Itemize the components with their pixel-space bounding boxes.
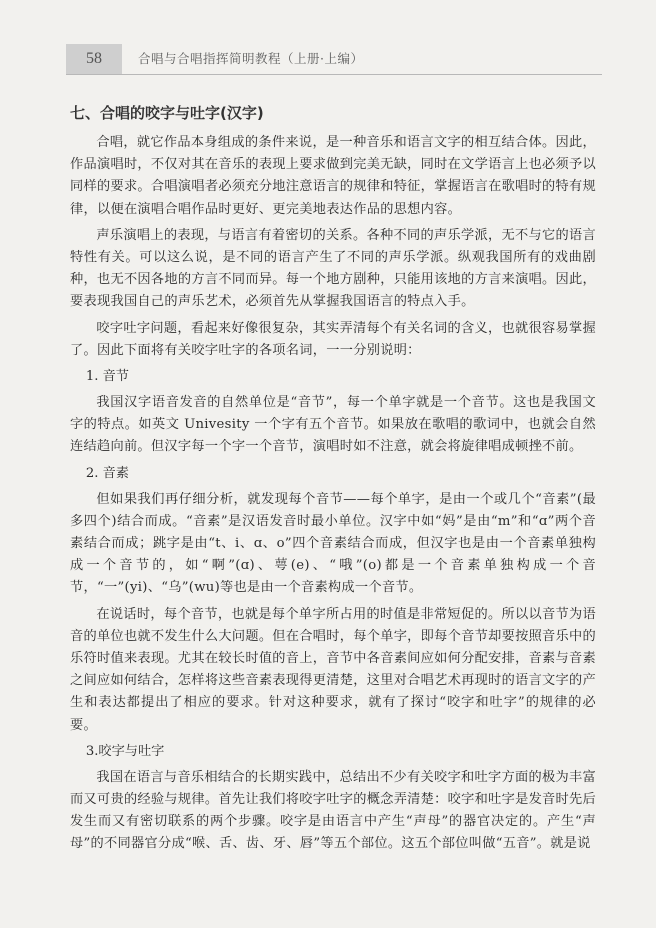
page-content	[70, 102, 596, 860]
paragraph: 咬字吐字问题，看起来好像很复杂，其实弄清每个有关名词的含义，也就很容易掌握了。因此下面将有关咬字吐字的各项名词，一一分别说明：	[70, 320, 596, 358]
paragraph: 我国汉字语音发音的自然单位是“音节”，每一个单字就是一个音节。这也是我国文字的特点。如英文 Univesity 一个字有五个音节。如果放在歌唱的歌词中，也就会自然连结趋向前。但汉字每一个字一个音节，演唱时如不注意，就会将旋律唱成顿挫不前。	[70, 395, 596, 455]
subsection-title: 2. 音素	[85, 465, 129, 481]
paragraph: 我国在语言与音乐相结合的长期实践中，总结出不少有关咬字和吐字方面的极为丰富而又可贵的经验与规律。首先让我们将咬字吐字的概念弄清楚：咬字和吐字是发音时先后发生而又有密切联系的两个步骤。咬字是由语言中产生“声母”的器官决定的。产生“声母”的不同器官分成“喉、舌、齿、牙、唇”等五个部位。这五个部位叫做“五音”。就是说	[70, 769, 597, 852]
page-header	[66, 44, 602, 75]
section-heading: 七、合唱的咬字与吐字(汉字)	[70, 104, 264, 122]
subsection-title: 3.咬字与吐字	[85, 743, 165, 759]
paragraph: 声乐演唱上的表现，与语言有着密切的关系。各种不同的声乐学派，无不与它的语言特性有关。可以这么说，是不同的语言产生了不同的声乐学派。纵观我国所有的戏曲剧种，也无不因各地的方言不同而异。每一个地方剧种，只能用该地的方言来演唱。因此，要表现我国自己的声乐艺术，必须首先从掌握我国语言的特点入手。	[70, 227, 597, 310]
paragraph: 但如果我们再仔细分析，就发现每个音节——每个单字，是由一个或几个“音素”(最多四个)结合而成。“音素”是汉语发音时最小单位。汉字中如“妈”是由“m”和“ɑ”两个音素结合而成；跳字是由“t、i、ɑ、o”四个音素结合而成，但汉字也是由一个音素单独构成一个音节的，如“啊”(ɑ)、萼(e)、“哦”(o)都是一个音素单独构成一个音节，“一”(yi)、“乌”(wu)等也是由一个音素构成一个音节。	[70, 491, 596, 596]
subsection-title: 1. 音节	[85, 369, 129, 385]
paragraph: 合唱，就它作品本身组成的条件来说，是一种音乐和语言文字的相互结合体。因此，作品演唱时，不仅对其在音乐的表现上要求做到完美无缺，同时在文学语言上也必须予以同样的要求。合唱演唱者必须充分地注意语言的规律和特征，掌握语言在歌唱时的特有规律，以便在演唱合唱作品时更好、更完美地表达作品的思想内容。	[70, 135, 597, 217]
page-number: 58	[66, 44, 122, 74]
running-title: 合唱与合唱指挥简明教程（上册·上编）	[138, 51, 364, 66]
paragraph: 在说话时，每个音节，也就是每个单字所占用的时值是非常短促的。所以以音节为语音的单位也就不发生什么大问题。但在合唱时，每个单字，即每个音节却要按照音乐中的乐符时值来表现。尤其在较长时值的音上，音节中各音素间应如何分配安排，音素与音素之间应如何结合，怎样将这些音素表现得更清楚，这里对合唱艺术再现时的语言文字的产生和表达都提出了相应的要求。针对这种要求，就有了探讨“咬字和吐字”的规律的必要。	[70, 606, 597, 733]
